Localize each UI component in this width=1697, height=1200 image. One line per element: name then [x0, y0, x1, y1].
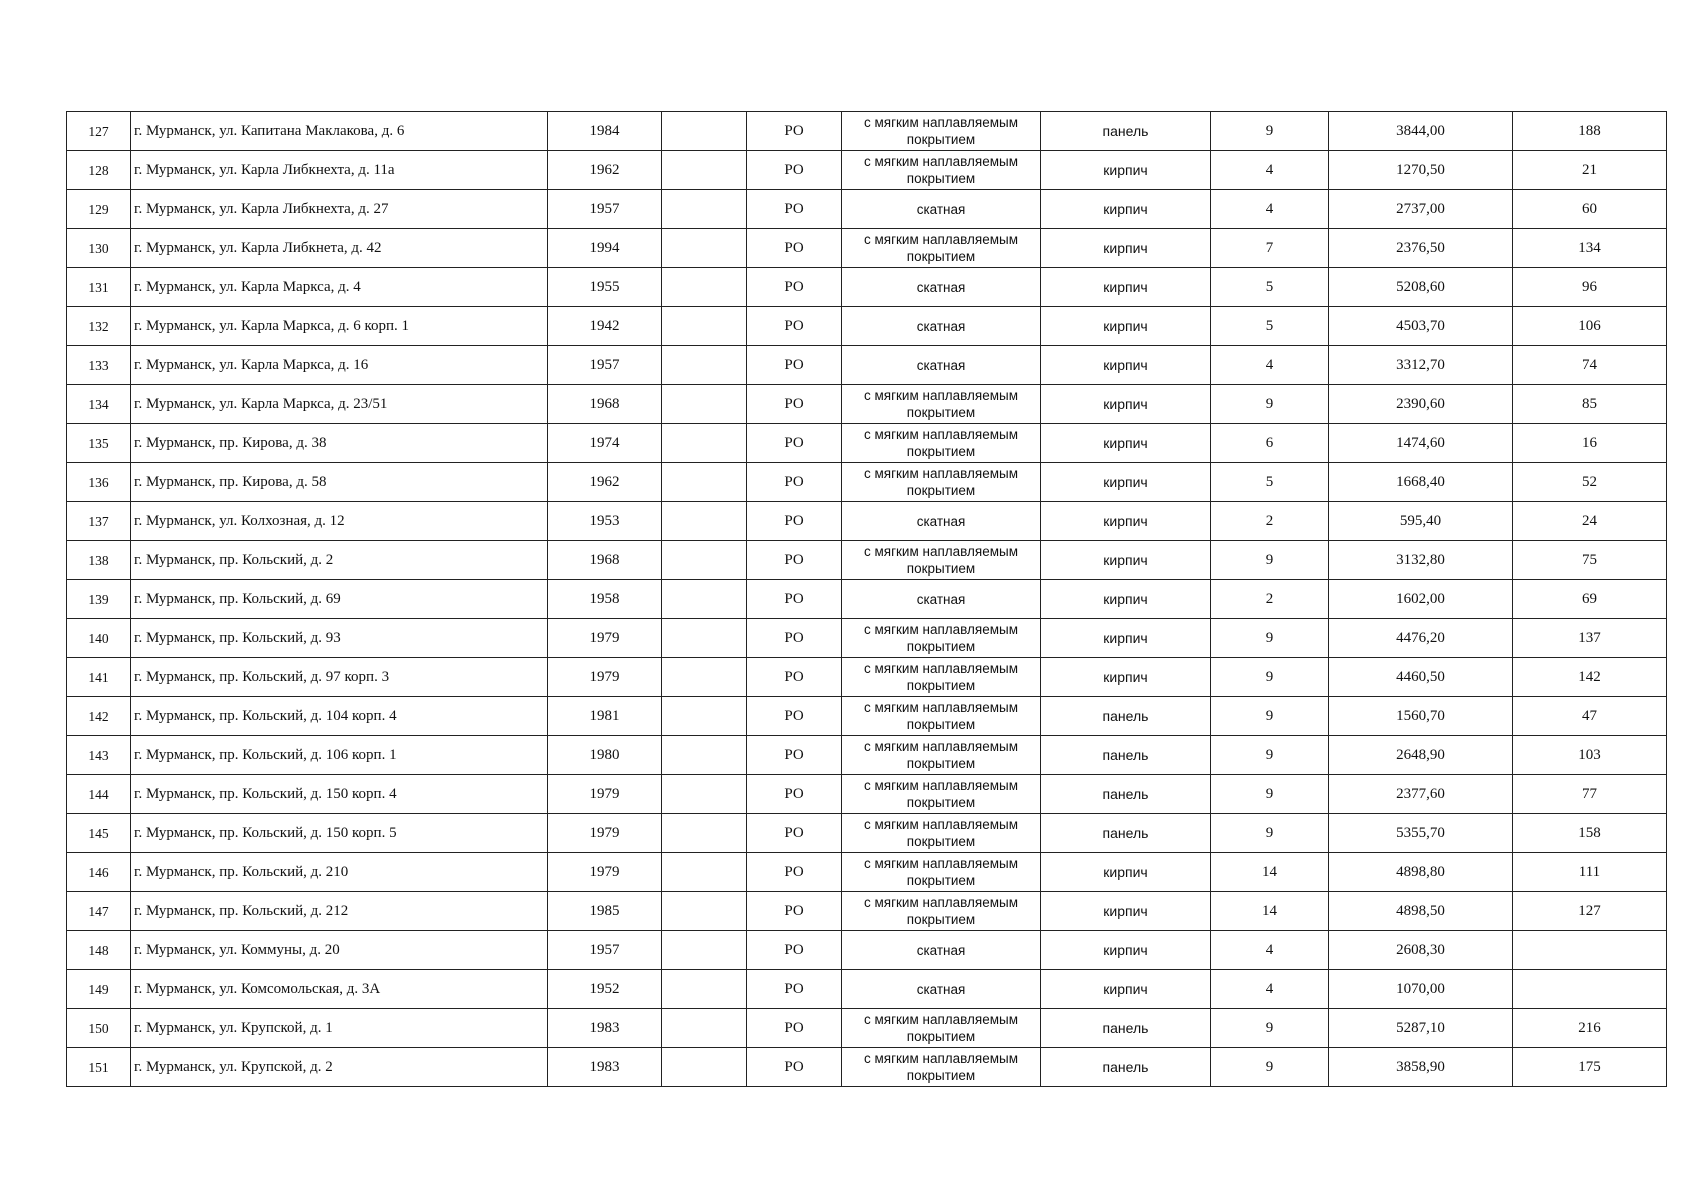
row-number-cell: 145 — [67, 814, 131, 853]
area-cell: 3844,00 — [1329, 112, 1513, 151]
roof-type-cell: скатная — [842, 502, 1041, 541]
year-cell: 1983 — [548, 1048, 662, 1087]
address-cell: г. Мурманск, пр. Кольский, д. 104 корп. 4 — [131, 697, 548, 736]
floors-cell: 9 — [1211, 112, 1329, 151]
blank-cell — [662, 346, 747, 385]
year-cell: 1957 — [548, 346, 662, 385]
wall-material-cell: кирпич — [1041, 658, 1211, 697]
floors-cell: 9 — [1211, 736, 1329, 775]
residents-cell: 216 — [1513, 1009, 1667, 1048]
roof-type-cell: с мягким наплавляемым покрытием — [842, 1009, 1041, 1048]
roof-type-cell: скатная — [842, 307, 1041, 346]
year-cell: 1968 — [548, 385, 662, 424]
wall-material-cell: панель — [1041, 736, 1211, 775]
blank-cell — [662, 190, 747, 229]
address-cell: г. Мурманск, пр. Кирова, д. 58 — [131, 463, 548, 502]
area-cell: 2737,00 — [1329, 190, 1513, 229]
area-cell: 2377,60 — [1329, 775, 1513, 814]
roof-type-cell: скатная — [842, 268, 1041, 307]
roof-type-cell: с мягким наплавляемым покрытием — [842, 619, 1041, 658]
year-cell: 1979 — [548, 775, 662, 814]
area-cell: 1602,00 — [1329, 580, 1513, 619]
residents-cell: 111 — [1513, 853, 1667, 892]
residents-cell: 127 — [1513, 892, 1667, 931]
table-row — [67, 580, 1667, 619]
program-cell: РО — [747, 424, 842, 463]
table-row — [67, 268, 1667, 307]
floors-cell: 9 — [1211, 814, 1329, 853]
floors-cell: 2 — [1211, 580, 1329, 619]
program-cell: РО — [747, 619, 842, 658]
residents-cell: 60 — [1513, 190, 1667, 229]
floors-cell: 9 — [1211, 619, 1329, 658]
table-row — [67, 307, 1667, 346]
row-number-cell: 146 — [67, 853, 131, 892]
program-cell: РО — [747, 892, 842, 931]
row-number-cell: 143 — [67, 736, 131, 775]
roof-type-cell: с мягким наплавляемым покрытием — [842, 385, 1041, 424]
area-cell: 2376,50 — [1329, 229, 1513, 268]
year-cell: 1979 — [548, 658, 662, 697]
roof-type-cell: с мягким наплавляемым покрытием — [842, 229, 1041, 268]
year-cell: 1985 — [548, 892, 662, 931]
wall-material-cell: панель — [1041, 697, 1211, 736]
program-cell: РО — [747, 502, 842, 541]
program-cell: РО — [747, 814, 842, 853]
program-cell: РО — [747, 463, 842, 502]
address-cell: г. Мурманск, ул. Крупской, д. 2 — [131, 1048, 548, 1087]
row-number-cell: 129 — [67, 190, 131, 229]
wall-material-cell: панель — [1041, 1009, 1211, 1048]
year-cell: 1952 — [548, 970, 662, 1009]
wall-material-cell: кирпич — [1041, 502, 1211, 541]
table-row — [67, 970, 1667, 1009]
address-cell: г. Мурманск, ул. Карла Маркса, д. 23/51 — [131, 385, 548, 424]
program-cell: РО — [747, 190, 842, 229]
roof-type-cell: скатная — [842, 931, 1041, 970]
wall-material-cell: панель — [1041, 1048, 1211, 1087]
address-cell: г. Мурманск, пр. Кольский, д. 150 корп. 5 — [131, 814, 548, 853]
row-number-cell: 131 — [67, 268, 131, 307]
floors-cell: 4 — [1211, 970, 1329, 1009]
table-row — [67, 658, 1667, 697]
area-cell: 3132,80 — [1329, 541, 1513, 580]
row-number-cell: 133 — [67, 346, 131, 385]
table-row — [67, 697, 1667, 736]
floors-cell: 5 — [1211, 463, 1329, 502]
address-cell: г. Мурманск, ул. Колхозная, д. 12 — [131, 502, 548, 541]
address-cell: г. Мурманск, ул. Карла Либкнехта, д. 11а — [131, 151, 548, 190]
program-cell: РО — [747, 112, 842, 151]
row-number-cell: 144 — [67, 775, 131, 814]
blank-cell — [662, 1048, 747, 1087]
row-number-cell: 128 — [67, 151, 131, 190]
residents-cell: 103 — [1513, 736, 1667, 775]
roof-type-cell: с мягким наплавляемым покрытием — [842, 853, 1041, 892]
address-cell: г. Мурманск, ул. Комсомольская, д. 3А — [131, 970, 548, 1009]
blank-cell — [662, 268, 747, 307]
table-row — [67, 151, 1667, 190]
wall-material-cell: кирпич — [1041, 463, 1211, 502]
program-cell: РО — [747, 970, 842, 1009]
blank-cell — [662, 580, 747, 619]
year-cell: 1942 — [548, 307, 662, 346]
row-number-cell: 136 — [67, 463, 131, 502]
program-cell: РО — [747, 229, 842, 268]
address-cell: г. Мурманск, ул. Карла Либкнета, д. 42 — [131, 229, 548, 268]
program-cell: РО — [747, 697, 842, 736]
wall-material-cell: кирпич — [1041, 190, 1211, 229]
area-cell: 2390,60 — [1329, 385, 1513, 424]
year-cell: 1962 — [548, 463, 662, 502]
roof-type-cell: с мягким наплавляемым покрытием — [842, 424, 1041, 463]
floors-cell: 4 — [1211, 151, 1329, 190]
row-number-cell: 135 — [67, 424, 131, 463]
wall-material-cell: кирпич — [1041, 424, 1211, 463]
program-cell: РО — [747, 151, 842, 190]
year-cell: 1983 — [548, 1009, 662, 1048]
floors-cell: 9 — [1211, 1009, 1329, 1048]
year-cell: 1958 — [548, 580, 662, 619]
row-number-cell: 142 — [67, 697, 131, 736]
blank-cell — [662, 658, 747, 697]
address-cell: г. Мурманск, ул. Карла Маркса, д. 4 — [131, 268, 548, 307]
residents-cell: 175 — [1513, 1048, 1667, 1087]
table-row — [67, 463, 1667, 502]
blank-cell — [662, 619, 747, 658]
blank-cell — [662, 151, 747, 190]
wall-material-cell: кирпич — [1041, 268, 1211, 307]
residents-cell: 24 — [1513, 502, 1667, 541]
area-cell: 4898,50 — [1329, 892, 1513, 931]
table-body — [67, 112, 1667, 1087]
residents-cell: 21 — [1513, 151, 1667, 190]
floors-cell: 2 — [1211, 502, 1329, 541]
year-cell: 1974 — [548, 424, 662, 463]
blank-cell — [662, 892, 747, 931]
address-cell: г. Мурманск, ул. Капитана Маклакова, д. 6 — [131, 112, 548, 151]
floors-cell: 4 — [1211, 346, 1329, 385]
area-cell: 4460,50 — [1329, 658, 1513, 697]
row-number-cell: 140 — [67, 619, 131, 658]
roof-type-cell: с мягким наплавляемым покрытием — [842, 697, 1041, 736]
residents-cell: 77 — [1513, 775, 1667, 814]
wall-material-cell: панель — [1041, 775, 1211, 814]
blank-cell — [662, 463, 747, 502]
floors-cell: 6 — [1211, 424, 1329, 463]
residents-cell: 75 — [1513, 541, 1667, 580]
residents-cell: 106 — [1513, 307, 1667, 346]
floors-cell: 4 — [1211, 190, 1329, 229]
program-cell: РО — [747, 931, 842, 970]
table-row — [67, 229, 1667, 268]
blank-cell — [662, 385, 747, 424]
wall-material-cell: кирпич — [1041, 853, 1211, 892]
table-row — [67, 619, 1667, 658]
wall-material-cell: кирпич — [1041, 346, 1211, 385]
area-cell: 4898,80 — [1329, 853, 1513, 892]
table-row — [67, 892, 1667, 931]
wall-material-cell: панель — [1041, 112, 1211, 151]
year-cell: 1979 — [548, 853, 662, 892]
program-cell: РО — [747, 307, 842, 346]
area-cell: 3312,70 — [1329, 346, 1513, 385]
area-cell: 1560,70 — [1329, 697, 1513, 736]
program-cell: РО — [747, 1048, 842, 1087]
address-cell: г. Мурманск, пр. Кольский, д. 212 — [131, 892, 548, 931]
year-cell: 1955 — [548, 268, 662, 307]
year-cell: 1979 — [548, 619, 662, 658]
table-row — [67, 736, 1667, 775]
program-cell: РО — [747, 268, 842, 307]
blank-cell — [662, 502, 747, 541]
roof-type-cell: с мягким наплавляемым покрытием — [842, 658, 1041, 697]
wall-material-cell: кирпич — [1041, 307, 1211, 346]
floors-cell: 9 — [1211, 541, 1329, 580]
blank-cell — [662, 541, 747, 580]
table-row — [67, 775, 1667, 814]
floors-cell: 14 — [1211, 892, 1329, 931]
wall-material-cell: кирпич — [1041, 892, 1211, 931]
roof-type-cell: скатная — [842, 580, 1041, 619]
address-cell: г. Мурманск, ул. Коммуны, д. 20 — [131, 931, 548, 970]
year-cell: 1968 — [548, 541, 662, 580]
wall-material-cell: кирпич — [1041, 385, 1211, 424]
housing-table — [66, 111, 1667, 1087]
wall-material-cell: кирпич — [1041, 151, 1211, 190]
roof-type-cell: с мягким наплавляемым покрытием — [842, 541, 1041, 580]
roof-type-cell: с мягким наплавляемым покрытием — [842, 112, 1041, 151]
blank-cell — [662, 970, 747, 1009]
floors-cell: 5 — [1211, 268, 1329, 307]
residents-cell: 142 — [1513, 658, 1667, 697]
area-cell: 2608,30 — [1329, 931, 1513, 970]
roof-type-cell: скатная — [842, 190, 1041, 229]
table-row — [67, 814, 1667, 853]
floors-cell: 9 — [1211, 658, 1329, 697]
address-cell: г. Мурманск, ул. Карла Маркса, д. 6 корп. 1 — [131, 307, 548, 346]
program-cell: РО — [747, 775, 842, 814]
row-number-cell: 141 — [67, 658, 131, 697]
blank-cell — [662, 307, 747, 346]
blank-cell — [662, 736, 747, 775]
residents-cell: 137 — [1513, 619, 1667, 658]
wall-material-cell: кирпич — [1041, 619, 1211, 658]
address-cell: г. Мурманск, пр. Кирова, д. 38 — [131, 424, 548, 463]
table-row — [67, 346, 1667, 385]
roof-type-cell: с мягким наплавляемым покрытием — [842, 1048, 1041, 1087]
floors-cell: 9 — [1211, 775, 1329, 814]
area-cell: 5208,60 — [1329, 268, 1513, 307]
table-row — [67, 190, 1667, 229]
year-cell: 1994 — [548, 229, 662, 268]
year-cell: 1957 — [548, 190, 662, 229]
year-cell: 1981 — [548, 697, 662, 736]
wall-material-cell: кирпич — [1041, 541, 1211, 580]
roof-type-cell: скатная — [842, 346, 1041, 385]
address-cell: г. Мурманск, пр. Кольский, д. 97 корп. 3 — [131, 658, 548, 697]
wall-material-cell: кирпич — [1041, 931, 1211, 970]
residents-cell — [1513, 931, 1667, 970]
residents-cell: 85 — [1513, 385, 1667, 424]
blank-cell — [662, 775, 747, 814]
roof-type-cell: с мягким наплавляемым покрытием — [842, 463, 1041, 502]
roof-type-cell: скатная — [842, 970, 1041, 1009]
area-cell: 1668,40 — [1329, 463, 1513, 502]
address-cell: г. Мурманск, ул. Крупской, д. 1 — [131, 1009, 548, 1048]
wall-material-cell: кирпич — [1041, 229, 1211, 268]
blank-cell — [662, 229, 747, 268]
row-number-cell: 130 — [67, 229, 131, 268]
area-cell: 1474,60 — [1329, 424, 1513, 463]
program-cell: РО — [747, 658, 842, 697]
program-cell: РО — [747, 541, 842, 580]
row-number-cell: 127 — [67, 112, 131, 151]
blank-cell — [662, 931, 747, 970]
program-cell: РО — [747, 346, 842, 385]
table-row — [67, 1009, 1667, 1048]
floors-cell: 14 — [1211, 853, 1329, 892]
blank-cell — [662, 1009, 747, 1048]
table-row — [67, 112, 1667, 151]
year-cell: 1979 — [548, 814, 662, 853]
row-number-cell: 138 — [67, 541, 131, 580]
table-row — [67, 502, 1667, 541]
table-row — [67, 541, 1667, 580]
row-number-cell: 149 — [67, 970, 131, 1009]
roof-type-cell: с мягким наплавляемым покрытием — [842, 892, 1041, 931]
program-cell: РО — [747, 1009, 842, 1048]
residents-cell: 47 — [1513, 697, 1667, 736]
area-cell: 1270,50 — [1329, 151, 1513, 190]
table-row — [67, 1048, 1667, 1087]
wall-material-cell: кирпич — [1041, 580, 1211, 619]
area-cell: 4476,20 — [1329, 619, 1513, 658]
address-cell: г. Мурманск, ул. Карла Маркса, д. 16 — [131, 346, 548, 385]
program-cell: РО — [747, 580, 842, 619]
row-number-cell: 150 — [67, 1009, 131, 1048]
row-number-cell: 147 — [67, 892, 131, 931]
row-number-cell: 137 — [67, 502, 131, 541]
address-cell: г. Мурманск, пр. Кольский, д. 69 — [131, 580, 548, 619]
residents-cell: 188 — [1513, 112, 1667, 151]
year-cell: 1984 — [548, 112, 662, 151]
blank-cell — [662, 853, 747, 892]
address-cell: г. Мурманск, пр. Кольский, д. 210 — [131, 853, 548, 892]
row-number-cell: 151 — [67, 1048, 131, 1087]
residents-cell: 158 — [1513, 814, 1667, 853]
residents-cell: 16 — [1513, 424, 1667, 463]
wall-material-cell: кирпич — [1041, 970, 1211, 1009]
area-cell: 5287,10 — [1329, 1009, 1513, 1048]
year-cell: 1980 — [548, 736, 662, 775]
program-cell: РО — [747, 736, 842, 775]
roof-type-cell: с мягким наплавляемым покрытием — [842, 775, 1041, 814]
floors-cell: 9 — [1211, 1048, 1329, 1087]
floors-cell: 4 — [1211, 931, 1329, 970]
address-cell: г. Мурманск, пр. Кольский, д. 93 — [131, 619, 548, 658]
table-row — [67, 931, 1667, 970]
blank-cell — [662, 112, 747, 151]
residents-cell: 69 — [1513, 580, 1667, 619]
area-cell: 595,40 — [1329, 502, 1513, 541]
area-cell: 2648,90 — [1329, 736, 1513, 775]
row-number-cell: 139 — [67, 580, 131, 619]
program-cell: РО — [747, 385, 842, 424]
address-cell: г. Мурманск, пр. Кольский, д. 106 корп. 1 — [131, 736, 548, 775]
residents-cell: 52 — [1513, 463, 1667, 502]
roof-type-cell: с мягким наплавляемым покрытием — [842, 814, 1041, 853]
year-cell: 1957 — [548, 931, 662, 970]
residents-cell: 134 — [1513, 229, 1667, 268]
year-cell: 1953 — [548, 502, 662, 541]
floors-cell: 9 — [1211, 385, 1329, 424]
roof-type-cell: с мягким наплавляемым покрытием — [842, 151, 1041, 190]
floors-cell: 7 — [1211, 229, 1329, 268]
blank-cell — [662, 697, 747, 736]
blank-cell — [662, 814, 747, 853]
roof-type-cell: с мягким наплавляемым покрытием — [842, 736, 1041, 775]
area-cell: 5355,70 — [1329, 814, 1513, 853]
floors-cell: 5 — [1211, 307, 1329, 346]
table-row — [67, 385, 1667, 424]
table-row — [67, 424, 1667, 463]
residents-cell — [1513, 970, 1667, 1009]
row-number-cell: 132 — [67, 307, 131, 346]
address-cell: г. Мурманск, пр. Кольский, д. 2 — [131, 541, 548, 580]
address-cell: г. Мурманск, ул. Карла Либкнехта, д. 27 — [131, 190, 548, 229]
address-cell: г. Мурманск, пр. Кольский, д. 150 корп. 4 — [131, 775, 548, 814]
year-cell: 1962 — [548, 151, 662, 190]
row-number-cell: 148 — [67, 931, 131, 970]
program-cell: РО — [747, 853, 842, 892]
row-number-cell: 134 — [67, 385, 131, 424]
blank-cell — [662, 424, 747, 463]
table-row — [67, 853, 1667, 892]
wall-material-cell: панель — [1041, 814, 1211, 853]
area-cell: 4503,70 — [1329, 307, 1513, 346]
floors-cell: 9 — [1211, 697, 1329, 736]
area-cell: 1070,00 — [1329, 970, 1513, 1009]
residents-cell: 96 — [1513, 268, 1667, 307]
residents-cell: 74 — [1513, 346, 1667, 385]
area-cell: 3858,90 — [1329, 1048, 1513, 1087]
